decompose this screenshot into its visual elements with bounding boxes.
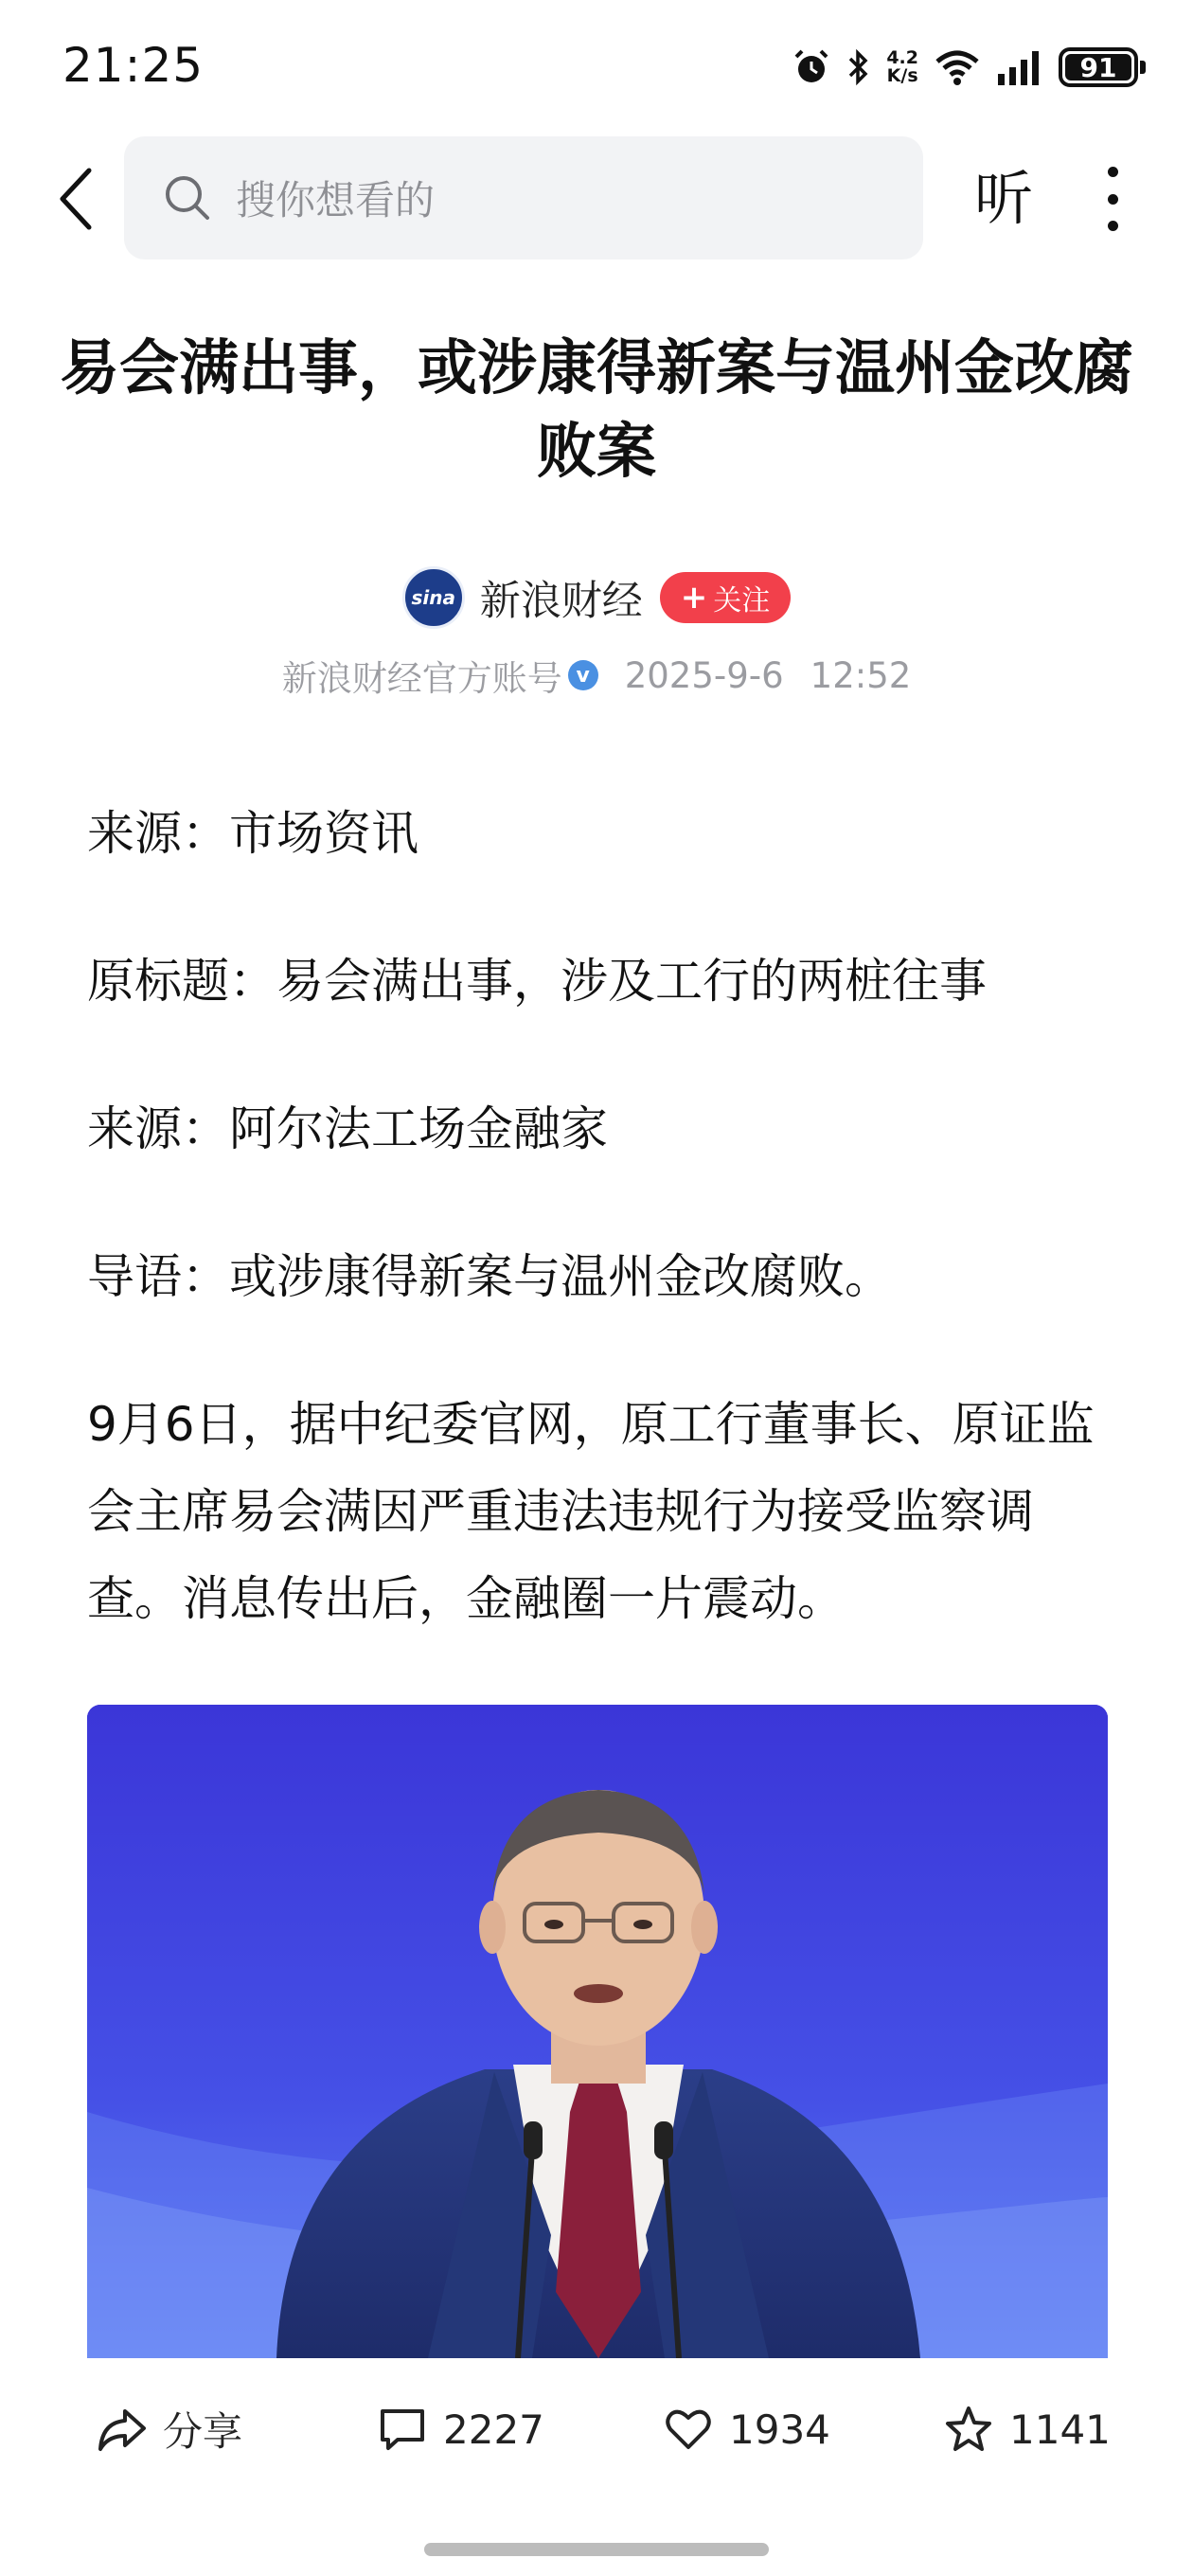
back-arrow-icon (57, 167, 95, 231)
follow-button[interactable] (660, 572, 792, 623)
net-speed-value: 4.2 (886, 47, 918, 68)
avatar[interactable]: sina (402, 566, 465, 629)
favorite-button[interactable] (943, 2398, 1111, 2460)
search-placeholder: 搜你想看的 (236, 177, 436, 224)
status-bar (0, 0, 1193, 133)
comment-count: 2227 (443, 2406, 544, 2453)
like-count: 1934 (729, 2406, 830, 2453)
verified-icon: v (568, 660, 598, 690)
author-row (0, 564, 1193, 631)
publish-time: 12:52 (810, 654, 912, 696)
paragraph: 9月6日，据中纪委官网，原工行董事长、原证监会主席易会满因严重违法违规行为接受监察调查。消息传出后，金融圈一片震动。 (87, 1397, 1095, 1626)
comment-button[interactable] (377, 2398, 544, 2460)
search-input[interactable] (124, 136, 923, 259)
author-name[interactable]: 新浪财经 (479, 577, 643, 625)
nav-bar (0, 133, 1193, 265)
share-label: 分享 (163, 2408, 243, 2455)
plus-icon: + (680, 579, 708, 617)
favorite-count: 1141 (1009, 2406, 1111, 2453)
listen-button[interactable]: 听 (973, 164, 1033, 233)
search-icon (162, 172, 213, 224)
like-button[interactable] (663, 2398, 830, 2460)
article-title: 易会满出事，或涉康得新案与温州金改腐败案 (60, 333, 1133, 486)
home-indicator[interactable] (424, 2543, 769, 2556)
battery-level: 91 (1079, 51, 1117, 83)
battery-icon (1059, 47, 1138, 87)
comment-icon (377, 2404, 428, 2455)
share-icon (97, 2404, 148, 2455)
follow-label: 关注 (713, 584, 771, 617)
more-vertical-icon[interactable] (1089, 161, 1136, 237)
net-speed-unit: K/s (886, 65, 918, 86)
account-label: 新浪财经官方账号 (281, 658, 562, 699)
net-speed (886, 49, 918, 85)
bottom-toolbar (0, 2358, 1193, 2500)
article-meta (0, 650, 1193, 701)
bluetooth-icon (846, 47, 871, 87)
back-button[interactable] (45, 163, 106, 235)
alarm-icon (792, 47, 831, 87)
paragraph: 原标题：易会满出事，涉及工行的两桩往事 (87, 954, 987, 1009)
status-time: 21:25 (62, 38, 205, 93)
paragraph: 导语：或涉康得新案与温州金改腐败。 (87, 1249, 892, 1304)
paragraph: 来源：市场资讯 (87, 806, 418, 861)
publish-date: 2025-9-6 (624, 654, 784, 696)
heart-icon (663, 2404, 714, 2455)
wifi-icon (934, 48, 981, 86)
article-image[interactable] (87, 1705, 1108, 2358)
share-button[interactable] (97, 2398, 242, 2460)
star-icon (943, 2404, 994, 2455)
signal-icon (996, 49, 1043, 85)
status-icons (792, 44, 1138, 91)
paragraph: 来源：阿尔法工场金融家 (87, 1101, 608, 1156)
